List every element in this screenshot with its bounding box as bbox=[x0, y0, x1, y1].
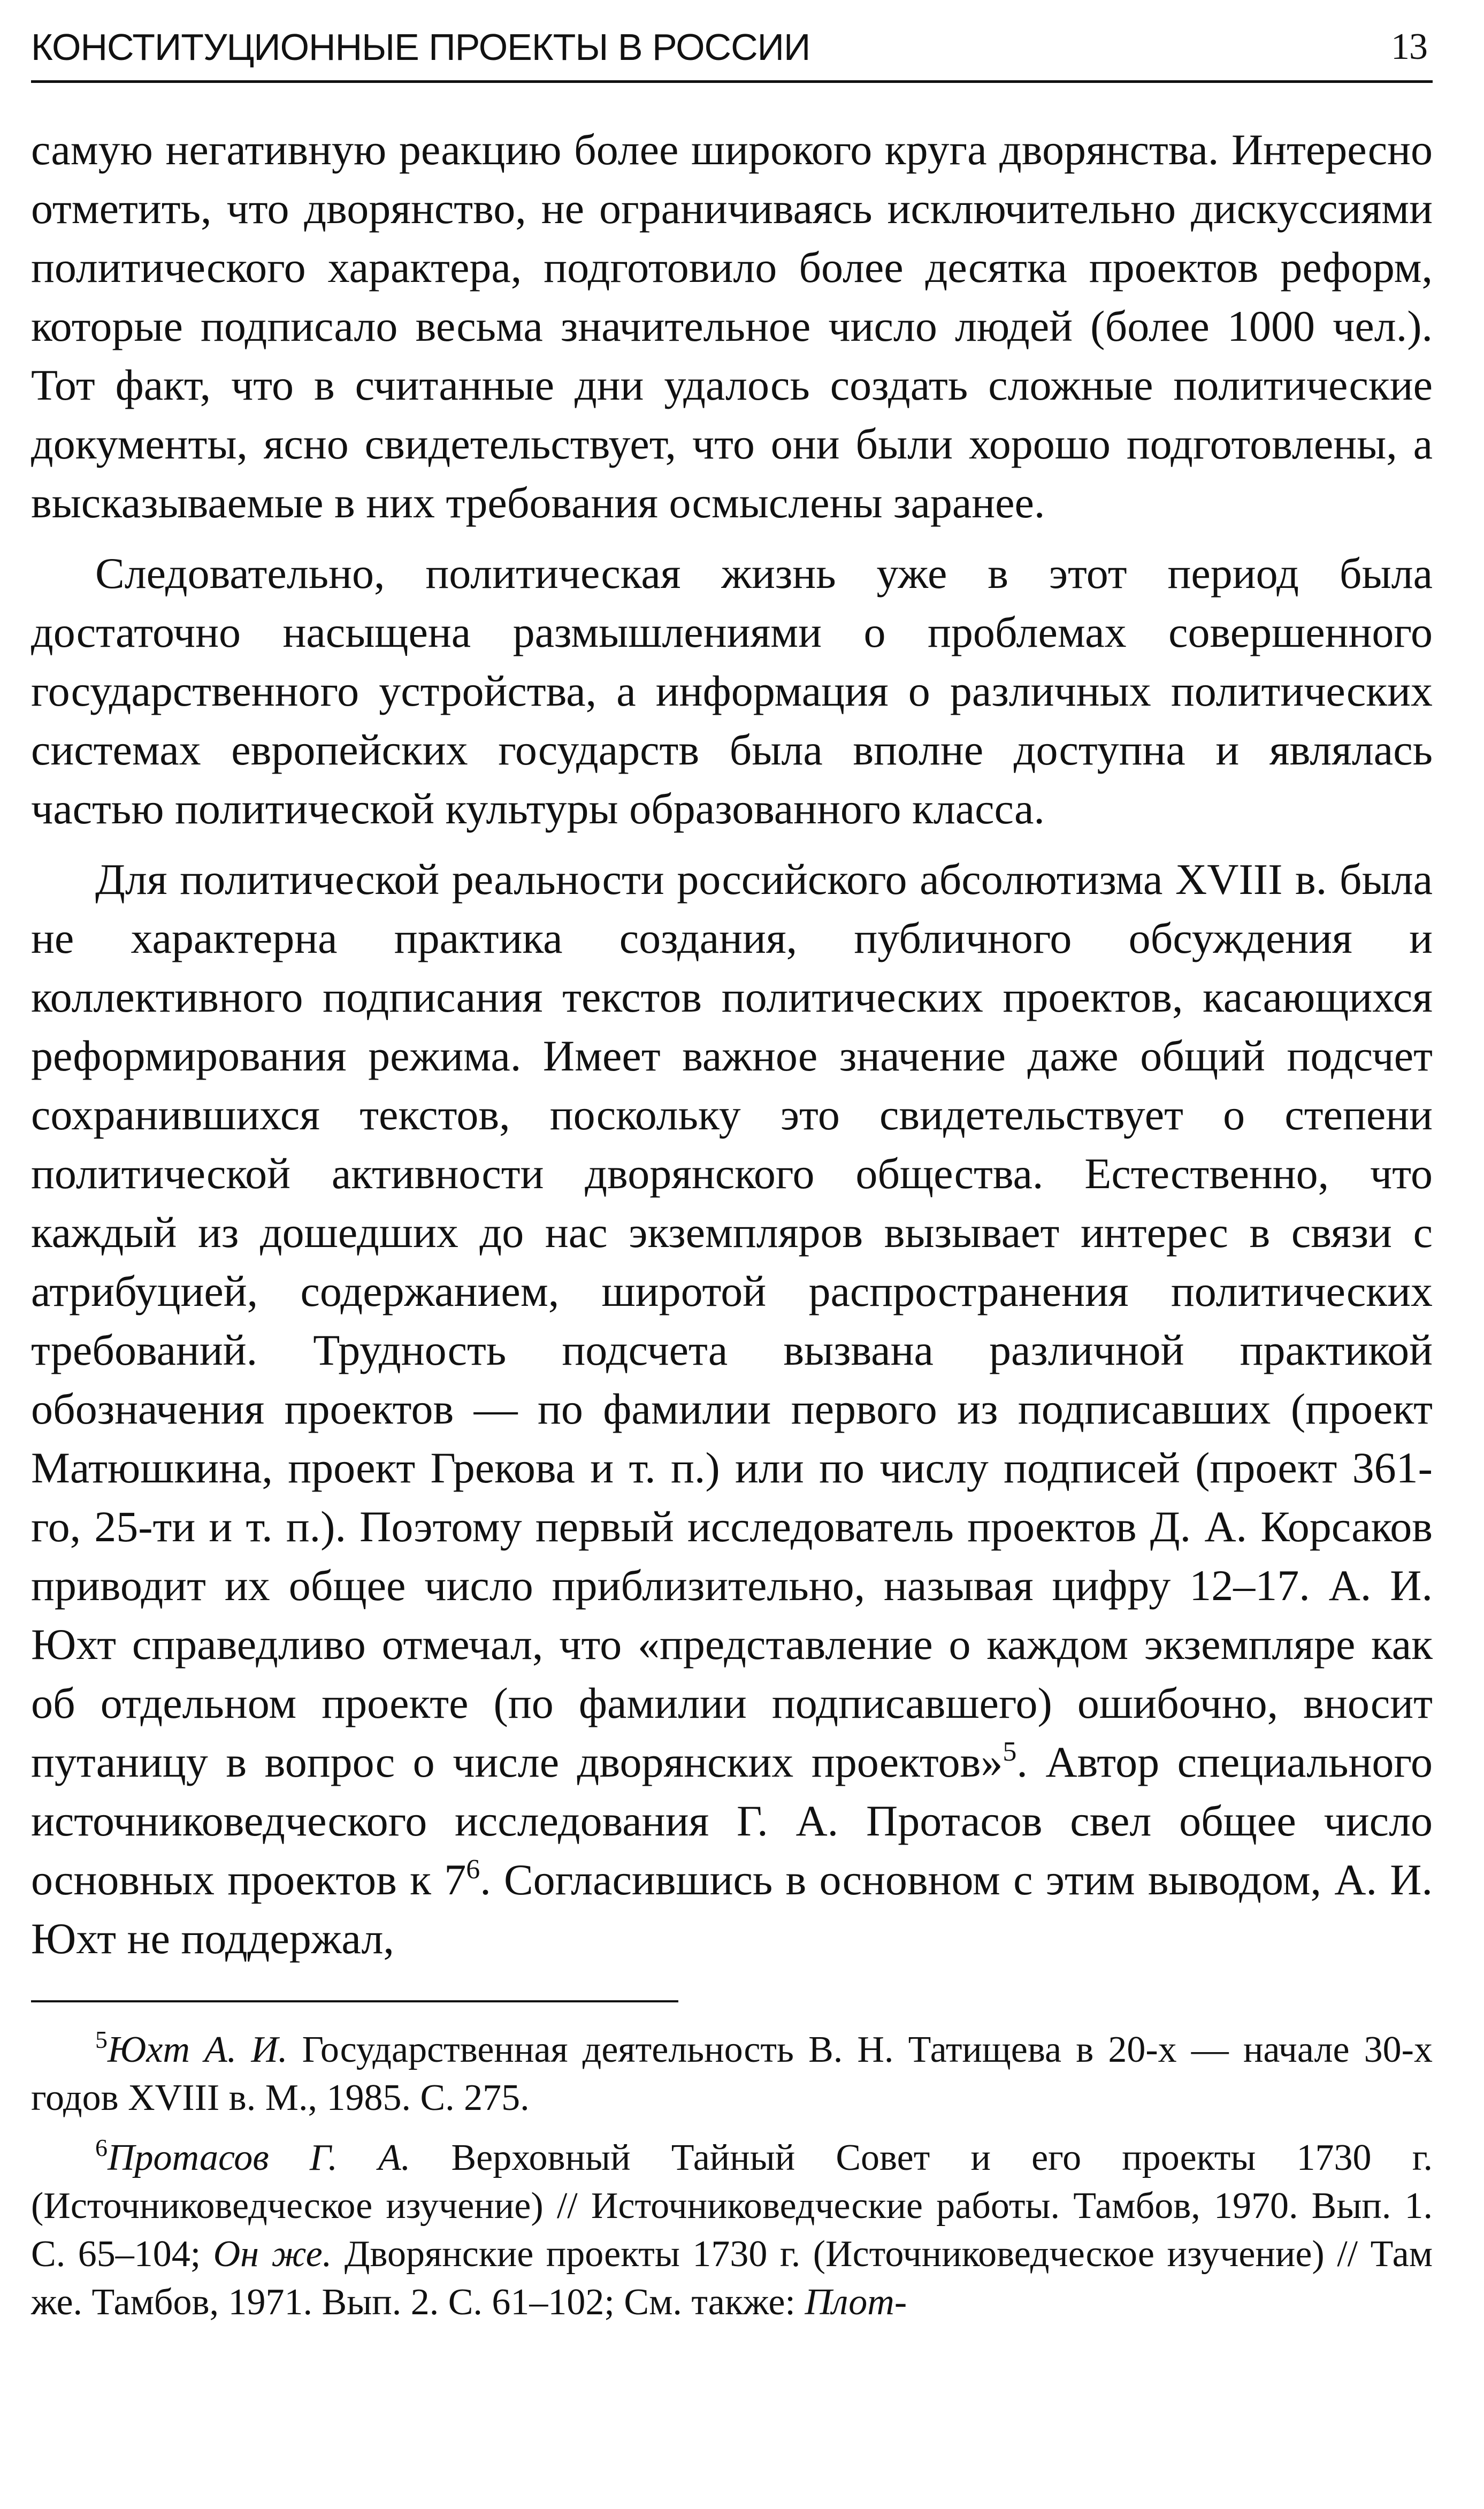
footnote-text: Государственная деятельность В. Н. Татищева в 20-х — начале 30-х годов XVIII в. М., 1985. С. 275. bbox=[31, 2029, 1433, 2118]
paragraph-3-part-1: Для политической реальности российского абсолютизма XVIII в. была не характерна практика создания, публичного обсуждения и коллективного подписания текстов политических проектов, касающихся реформирования режима. Имеет важное значение даже общий подсчет сохранившихся текстов, поскольку это свидетельствует о степени политической активности дворянского общества. Естественно, что каждый из дошедших до нас экземпляров вызывает интерес в связи с атрибуцией, содержанием, широтой распространения политических требований. Трудность подсчета вызвана различной практикой обозначения проектов — по фамилии первого из подписавших (проект Матюшкина, проект Грекова и т. п.) или по числу подписей (проект 361-го, 25-ти и т. п.). Поэтому первый исследователь проектов Д. А. Корсаков приводит их общее число приблизительно, называя цифру 12–17. А. И. Юхт справедливо отмечал, что «представление о каждом экземпляре как об отдельном проекте (по фамилии подписавшего) ошибочно, вносит путаницу в вопрос о числе дворянских проектов» bbox=[31, 855, 1433, 1786]
page bbox=[31, 21, 1433, 2338]
footnote-ref-5[interactable]: 5 bbox=[1003, 1737, 1017, 1767]
footnotes bbox=[31, 2026, 1433, 2327]
running-head bbox=[31, 21, 1433, 83]
footnote-5 bbox=[31, 2026, 1433, 2122]
body-text bbox=[31, 120, 1433, 1968]
footnote-ibid: Он же. bbox=[213, 2233, 332, 2275]
footnote-6 bbox=[31, 2134, 1433, 2327]
footnote-trailing-author: Плот- bbox=[805, 2282, 907, 2323]
footnote-mark: 5 bbox=[95, 2026, 108, 2053]
paragraph-2: Следовательно, политическая жизнь уже в этот период была достаточно насыщена размышлениями о проблемах совершенного государственного устройства, а информация о различных политических системах европейских государств была вполне доступна и являлась частью политической культуры образованного класса. bbox=[31, 549, 1433, 833]
footnote-text: Верховный Тайный Совет и его проекты 1730 г. (Источниковедческое изучение) // Источниковедческие работы. Тамбов, 1970. Вып. 1. С. 65–104; bbox=[31, 2137, 1433, 2275]
paragraph-3-part-3: . Согласившись в основном с этим выводом, А. И. Юхт не поддержал, bbox=[31, 1855, 1433, 1963]
footnote-divider bbox=[31, 2000, 678, 2002]
footnote-mark: 6 bbox=[95, 2134, 108, 2161]
paragraph-3-part-2: . Автор специального источниковедческого исследования Г. А. Протасов свел общее число основных проектов к 7 bbox=[31, 1738, 1433, 1904]
paragraph-3 bbox=[31, 850, 1433, 1968]
footnote-author: Юхт А. И. bbox=[108, 2029, 288, 2070]
footnote-author: Протасов Г. А. bbox=[108, 2137, 411, 2178]
footnote-text-2: Дворянские проекты 1730 г. (Источниковедческое изучение) // Там же. Тамбов, 1971. Вып. 2. С. 61–102; См. также: bbox=[31, 2233, 1433, 2323]
running-head-title: КОНСТИТУЦИОННЫЕ ПРОЕКТЫ В РОССИИ bbox=[31, 26, 810, 68]
paragraph-1: самую негативную реакцию более широкого круга дворянства. Интересно отметить, что дворянство, не ограничиваясь исключительно дискуссиями политического характера, подготовило более десятка проектов реформ, которые подписало весьма значительное число людей (более 1000 чел.). Тот факт, что в считанные дни удалось создать сложные политические документы, ясно свидетельствует, что они были хорошо подготовлены, а высказываемые в них требования осмыслены заранее. bbox=[31, 125, 1433, 527]
page-number: 13 bbox=[1391, 26, 1427, 67]
footnote-ref-6[interactable]: 6 bbox=[466, 1854, 480, 1885]
